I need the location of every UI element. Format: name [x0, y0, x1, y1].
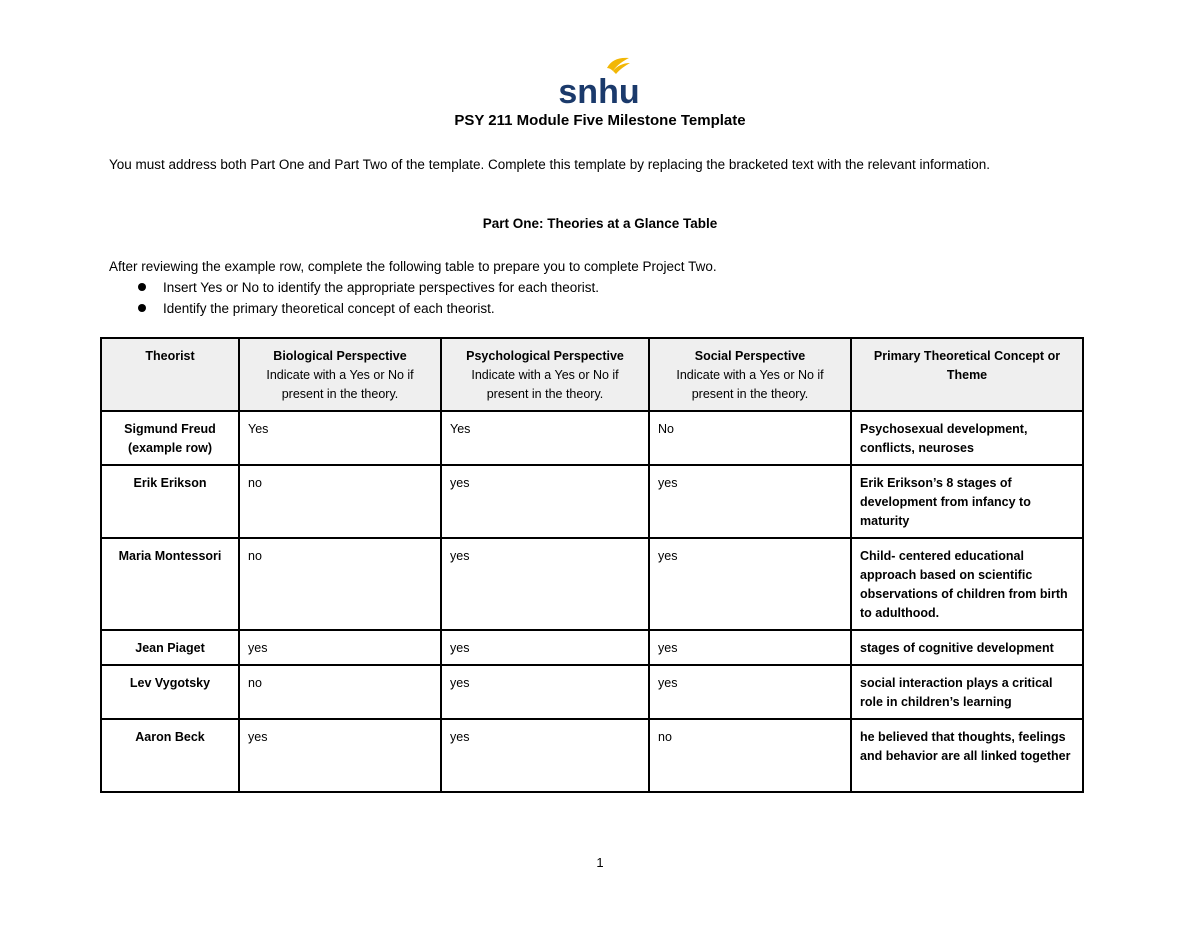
header-social: [649, 338, 851, 411]
header-psychological: [441, 338, 649, 411]
theorist-cell: Lev Vygotsky: [101, 665, 239, 719]
psychological-cell: yes: [441, 465, 649, 538]
header-title: Biological Perspective: [273, 349, 407, 363]
biological-cell: no: [239, 465, 441, 538]
psychological-cell: yes: [441, 538, 649, 630]
concept-cell: stages of cognitive development: [851, 630, 1083, 665]
header-biological: [239, 338, 441, 411]
psychological-cell: yes: [441, 630, 649, 665]
theorist-cell: Sigmund Freud (example row): [101, 411, 239, 465]
social-cell: no: [649, 719, 851, 792]
table-row: [101, 665, 1083, 719]
social-cell: yes: [649, 630, 851, 665]
table-row: [101, 630, 1083, 665]
bullet-text: Identify the primary theoretical concept of each theorist.: [163, 301, 495, 316]
page-number: 1: [596, 855, 604, 870]
intro-paragraph: You must address both Part One and Part Two of the template. Complete this template by replacing the bracketed text with the relevant information.: [109, 157, 990, 172]
psychological-cell: Yes: [441, 411, 649, 465]
biological-cell: yes: [239, 630, 441, 665]
review-instructions: After reviewing the example row, complete the following table to prepare you to complete Project Two.: [109, 259, 717, 274]
social-cell: yes: [649, 665, 851, 719]
instruction-list: [109, 277, 599, 319]
document-title: PSY 211 Module Five Milestone Template: [454, 112, 746, 129]
table-header-row: [101, 338, 1083, 411]
theorist-cell: Jean Piaget: [101, 630, 239, 665]
header-instruction: Indicate with a Yes or No if present in the theory.: [266, 368, 414, 401]
table-row: [101, 719, 1083, 792]
biological-cell: no: [239, 538, 441, 630]
list-item: [109, 277, 599, 298]
logo-graphic: [558, 56, 640, 111]
concept-cell: social interaction plays a critical role in children’s learning: [851, 665, 1083, 719]
table-row: [101, 465, 1083, 538]
concept-cell: he believed that thoughts, feelings and behavior are all linked together: [851, 719, 1083, 792]
logo-text: snhu: [558, 73, 640, 111]
header-title: Social Perspective: [694, 349, 806, 363]
social-cell: yes: [649, 538, 851, 630]
list-item: [109, 298, 599, 319]
bullet-icon: [138, 283, 146, 291]
part-one-heading: Part One: Theories at a Glance Table: [482, 216, 718, 231]
bullet-icon: [138, 304, 146, 312]
biological-cell: no: [239, 665, 441, 719]
biological-cell: Yes: [239, 411, 441, 465]
social-cell: No: [649, 411, 851, 465]
table-row: [101, 411, 1083, 465]
psychological-cell: yes: [441, 665, 649, 719]
table-row: [101, 538, 1083, 630]
concept-cell: Psychosexual development, conflicts, neuroses: [851, 411, 1083, 465]
header-instruction: Indicate with a Yes or No if present in the theory.: [676, 368, 824, 401]
header-title: Psychological Perspective: [466, 349, 624, 363]
header-instruction: Indicate with a Yes or No if present in the theory.: [471, 368, 619, 401]
theorist-cell: Aaron Beck: [101, 719, 239, 792]
psychological-cell: yes: [441, 719, 649, 792]
bullet-text: Insert Yes or No to identify the appropriate perspectives for each theorist.: [163, 280, 599, 295]
header-theorist: Theorist: [101, 338, 239, 411]
theorist-cell: Maria Montessori: [101, 538, 239, 630]
concept-cell: Child- centered educational approach based on scientific observations of children from birth to adulthood.: [851, 538, 1083, 630]
snhu-logo: [558, 56, 640, 111]
theorist-cell: Erik Erikson: [101, 465, 239, 538]
theories-table: [100, 337, 1084, 793]
social-cell: yes: [649, 465, 851, 538]
concept-cell: Erik Erikson’s 8 stages of development from infancy to maturity: [851, 465, 1083, 538]
header-concept: Primary Theoretical Concept or Theme: [851, 338, 1083, 411]
biological-cell: yes: [239, 719, 441, 792]
